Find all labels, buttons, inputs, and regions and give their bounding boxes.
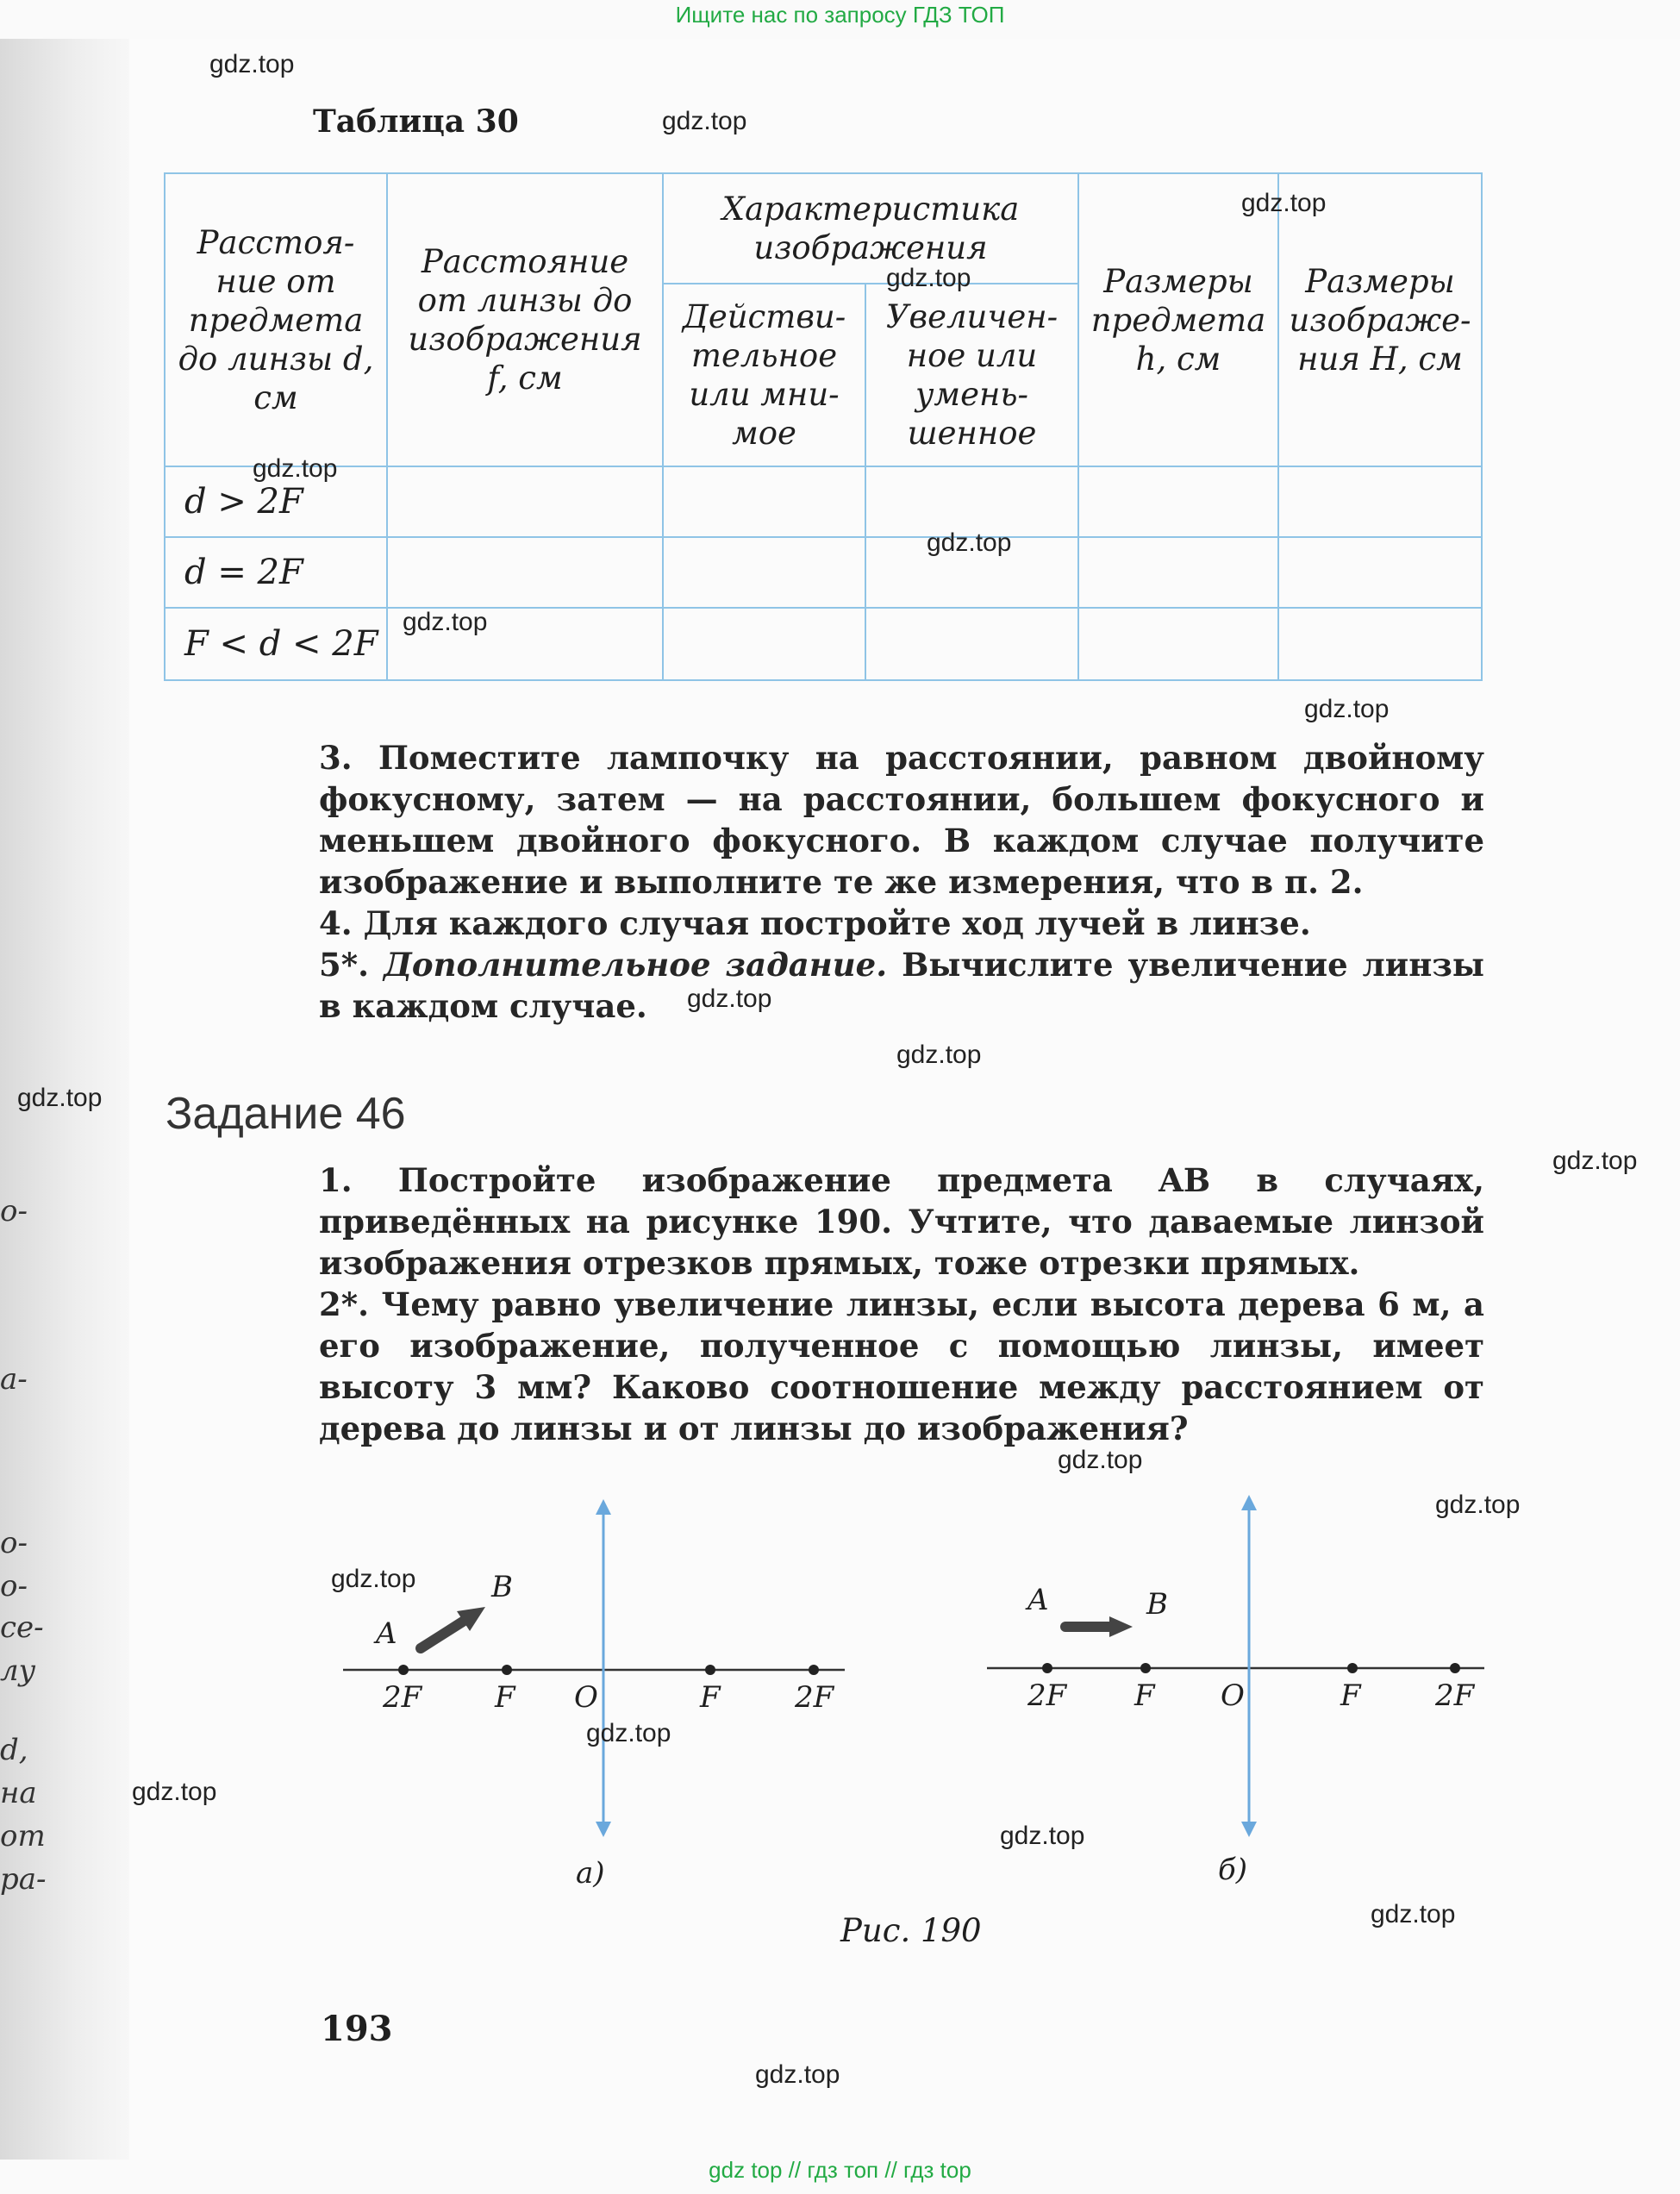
tick-label: 2F <box>795 1680 834 1715</box>
row-label: F < d < 2F <box>165 608 387 680</box>
header-distance-object: Расстоя-ние от предмета до линзы d, см <box>165 173 387 466</box>
task-title: Задание 46 <box>166 1089 406 1139</box>
task-question-1: 1. Постройте изображение предмета AB в случаях, приведённых на рисунке 190. Учтите, что даваемые линзой изображения отрезков прямых, тоже отрезки прямых. <box>319 1161 1484 1282</box>
watermark: gdz.top <box>1058 1446 1143 1474</box>
instruction-5-italic: Дополнительное задание. <box>384 946 888 984</box>
task-question-2: 2*. Чему равно увеличение линзы, если высота дерева 6 м, а его изображение, полученное с помощью линзы, имеет высоту 3 мм? Каково соотношение между расстоянием от дерева до линзы и от линзы до изображения? <box>319 1285 1484 1447</box>
instruction-4: 4. Для каждого случая постройте ход лучей в линзе. <box>319 904 1311 942</box>
instruction-5-number: 5*. <box>319 946 369 984</box>
focus-point-f-left <box>1140 1663 1151 1673</box>
watermark: gdz.top <box>1371 1900 1456 1928</box>
instruction-5-text: Вычислите увеличение линзы в каждом случае. <box>319 946 1484 1025</box>
header-magnified-or-reduced: Увеличен-ное или умень-шенное <box>865 284 1078 466</box>
header-image-characteristic: Характеристика изображения <box>663 173 1078 284</box>
panel-label: а) <box>576 1856 605 1891</box>
focus-point-2f-right <box>1450 1663 1460 1673</box>
margin-fragment: о- <box>0 1526 28 1560</box>
watermark: gdz.top <box>687 984 772 1013</box>
tick-label: 2F <box>383 1680 422 1715</box>
focus-point-2f-left <box>398 1665 409 1675</box>
margin-fragment: ра- <box>0 1862 47 1897</box>
header-object-size: Размеры предмета h, см <box>1078 173 1278 466</box>
focus-point-2f-left <box>1042 1663 1052 1673</box>
panel-a <box>343 1507 845 1891</box>
row-label: d > 2F <box>165 466 387 537</box>
margin-fragment: на <box>0 1776 37 1810</box>
margin-fragment: d, <box>0 1733 28 1767</box>
tick-label: 2F <box>1027 1678 1067 1713</box>
watermark: gdz.top <box>586 1719 671 1747</box>
watermark: gdz.top <box>755 2060 840 2089</box>
header-real-or-virtual: Действи-тельное или мни-мое <box>663 284 865 466</box>
focus-point-f-right <box>705 1665 715 1675</box>
tick-label: F <box>700 1680 721 1715</box>
margin-fragment: се- <box>0 1610 44 1645</box>
point-b-label: B <box>491 1570 513 1604</box>
watermark: gdz.top <box>331 1565 416 1593</box>
row-label: d = 2F <box>165 537 387 608</box>
tick-label: 2F <box>1435 1678 1475 1713</box>
margin-fragment: о- <box>0 1569 28 1603</box>
figure-caption: Рис. 190 <box>840 1912 982 1949</box>
tick-label: O <box>1221 1678 1245 1713</box>
focus-point-f-right <box>1347 1663 1358 1673</box>
instruction-3: 3. Поместите лампочку на расстоянии, равном двойному фокусному, затем — на расстоянии, большем фокусного и меньшем двойного фокусного. В каждом случае получите изображение и выполните те же измерения, что в п. 2. <box>319 739 1484 901</box>
focus-point-f-left <box>502 1665 512 1675</box>
watermark: gdz.top <box>403 608 488 636</box>
point-b-label: B <box>1146 1587 1168 1622</box>
watermark: gdz.top <box>662 107 747 135</box>
margin-fragment: от <box>0 1819 46 1853</box>
watermark: gdz.top <box>132 1778 217 1806</box>
margin-fragment: о- <box>0 1194 28 1228</box>
watermark: gdz.top <box>1552 1147 1638 1175</box>
object-ab <box>421 1620 465 1648</box>
watermark: gdz.top <box>253 454 338 483</box>
focus-point-2f-right <box>809 1665 819 1675</box>
watermark: gdz.top <box>1241 189 1327 217</box>
margin-fragment: а- <box>0 1362 28 1397</box>
watermark: gdz.top <box>1000 1822 1085 1850</box>
header-distance-image: Расстояние от линзы до изображения f, см <box>387 173 663 466</box>
tick-label: F <box>495 1680 515 1715</box>
top-banner[interactable]: Ищите нас по запросу ГДЗ ТОП <box>675 2 1005 28</box>
page-number: 193 <box>321 2009 393 2049</box>
watermark: gdz.top <box>1435 1491 1521 1519</box>
bottom-banner[interactable]: gdz top // гдз топ // гдз top <box>709 2157 971 2183</box>
point-a-label: A <box>1027 1583 1049 1617</box>
point-a-label: A <box>376 1616 397 1651</box>
table-title: Таблица 30 <box>313 103 519 140</box>
margin-fragment: лу <box>0 1653 36 1688</box>
panel-label: б) <box>1218 1853 1248 1887</box>
tick-label: O <box>574 1680 598 1715</box>
watermark: gdz.top <box>1304 695 1390 723</box>
watermark: gdz.top <box>927 528 1012 557</box>
tick-label: F <box>1340 1678 1361 1713</box>
header-image-size: Размеры изображе-ния H, см <box>1278 173 1482 466</box>
object-arrowhead <box>1109 1616 1133 1637</box>
watermark: gdz.top <box>886 264 971 292</box>
watermark: gdz.top <box>896 1041 982 1069</box>
watermark: gdz.top <box>209 50 295 78</box>
watermark: gdz.top <box>17 1084 103 1112</box>
tick-label: F <box>1134 1678 1155 1713</box>
